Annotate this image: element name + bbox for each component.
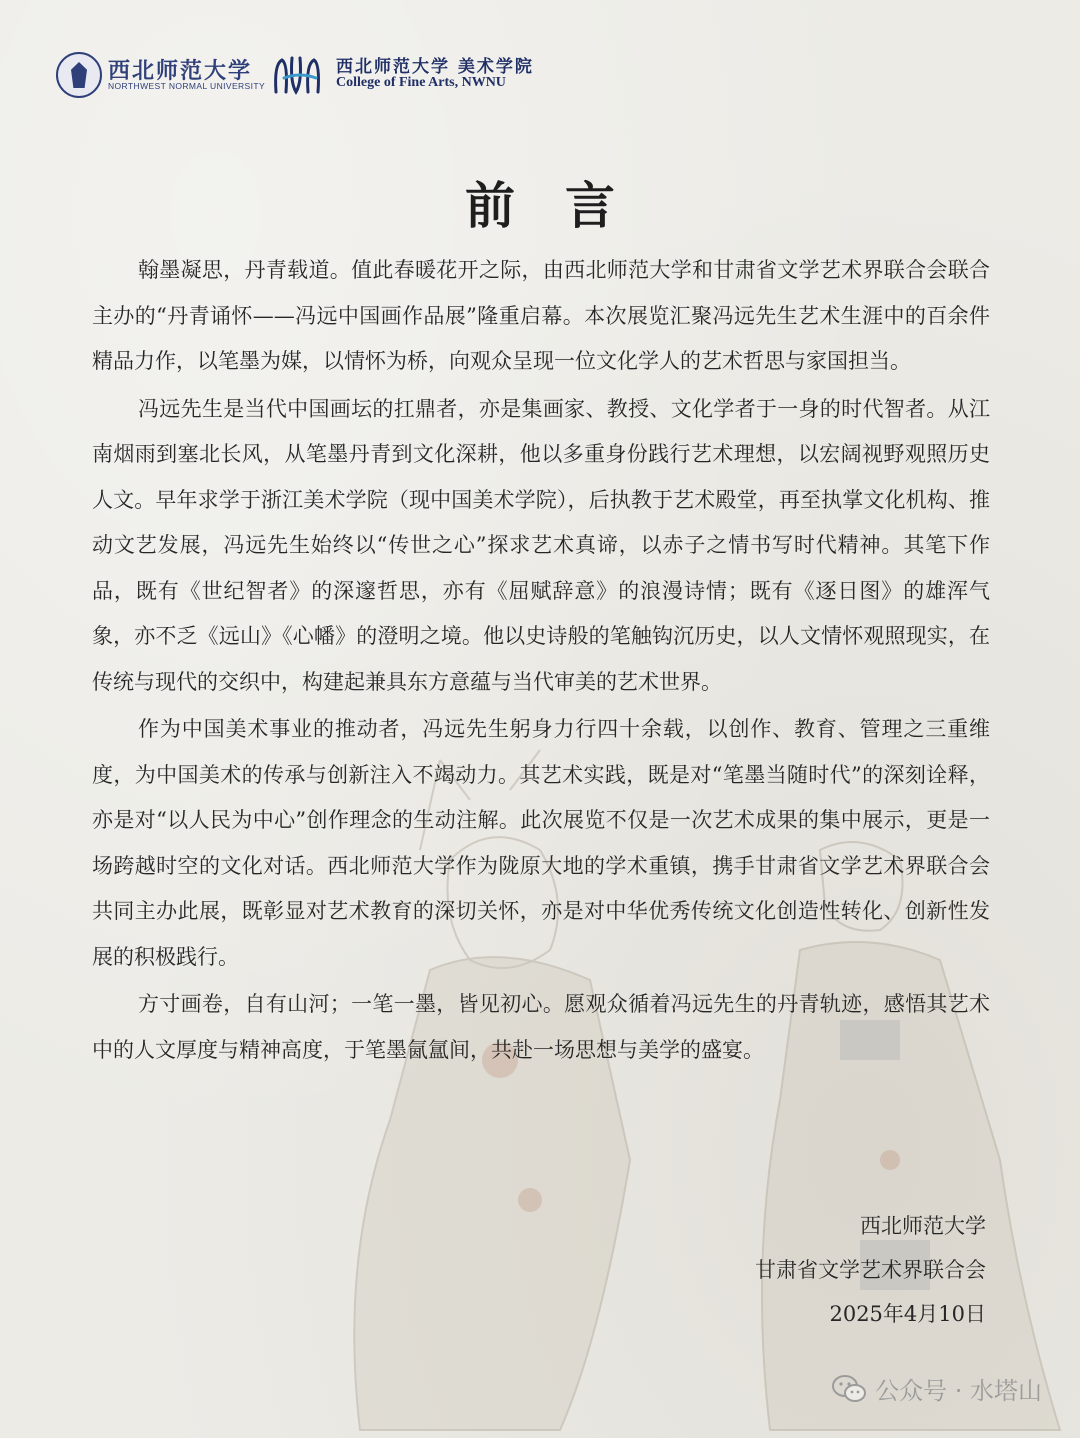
page-title: 前言 <box>465 176 665 235</box>
paragraph: 翰墨凝思，丹青载道。值此春暖花开之际，由西北师范大学和甘肃省文学艺术界联合会联合主办的“丹青诵怀——冯远中国画作品展”隆重启幕。本次展览汇聚冯远先生艺术生涯中的百余件精品力作，以笔墨为媒，以情怀为桥，向观众呈现一位文化学人的艺术哲思与家国担当。 <box>92 258 990 373</box>
signature-date: 2025年4月10日 <box>829 1302 986 1326</box>
watermark <box>831 1371 1042 1406</box>
preface-body <box>92 248 990 1075</box>
college-name-cn: 西北师范大学 美术学院 <box>336 57 534 77</box>
college-logo-icon <box>270 52 330 98</box>
paragraph: 方寸画卷，自有山河；一笔一墨，皆见初心。愿观众循着冯远先生的丹青轨迹，感悟其艺术中的人文厚度与精神高度，于笔墨氤氲间，共赴一场思想与美学的盛宴。 <box>92 992 990 1062</box>
paragraph: 冯远先生是当代中国画坛的扛鼎者，亦是集画家、教授、文化学者于一身的时代智者。从江南烟雨到塞北长风，从笔墨丹青到文化深耕，他以多重身份践行艺术理想，以宏阔视野观照历史人文。早年求学于浙江美术学院（现中国美术学院），后执教于艺术殿堂，再至执掌文化机构、推动文艺发展，冯远先生始终以“传世之心”探求艺术真谛，以赤子之情书写时代精神。其笔下作品，既有《世纪智者》的深邃哲思，亦有《屈赋辞意》的浪漫诗情；既有《逐日图》的雄浑气象，亦不乏《远山》《心幡》的澄明之境。他以史诗般的笔触钩沉历史，以人文情怀观照现实，在传统与现代的交织中，构建起兼具东方意蕴与当代审美的艺术世界。 <box>92 396 990 694</box>
signature-org-1: 西北师范大学 <box>860 1214 986 1238</box>
nwnu-logo-icon <box>56 52 102 98</box>
university-name-cn: 西北师范大学 <box>108 58 253 84</box>
page-header <box>56 48 616 104</box>
signature-org-2: 甘肃省文学艺术界联合会 <box>755 1258 986 1282</box>
watermark-text: 公众号 · 水塔山 <box>875 1377 1042 1405</box>
university-name-en: NORTHWEST NORMAL UNIVERSITY <box>108 81 266 91</box>
paragraph: 作为中国美术事业的推动者，冯远先生躬身力行四十余载，以创作、教育、管理之三重维度，为中国美术的传承与创新注入不竭动力。其艺术实践，既是对“笔墨当随时代”的深刻诠释，亦是对“以人民为中心”创作理念的生动注解。此次展览不仅是一次艺术成果的集中展示，更是一场跨越时空的文化对话。西北师范大学作为陇原大地的学术重镇，携手甘肃省文学艺术界联合会共同主办此展，既彰显对艺术教育的深切关怀，亦是对中华优秀传统文化创造性转化、创新性发展的积极践行。 <box>92 717 990 969</box>
signature-block <box>755 1204 986 1336</box>
wechat-icon <box>831 1374 867 1404</box>
college-name-en: College of Fine Arts, NWNU <box>336 75 506 90</box>
